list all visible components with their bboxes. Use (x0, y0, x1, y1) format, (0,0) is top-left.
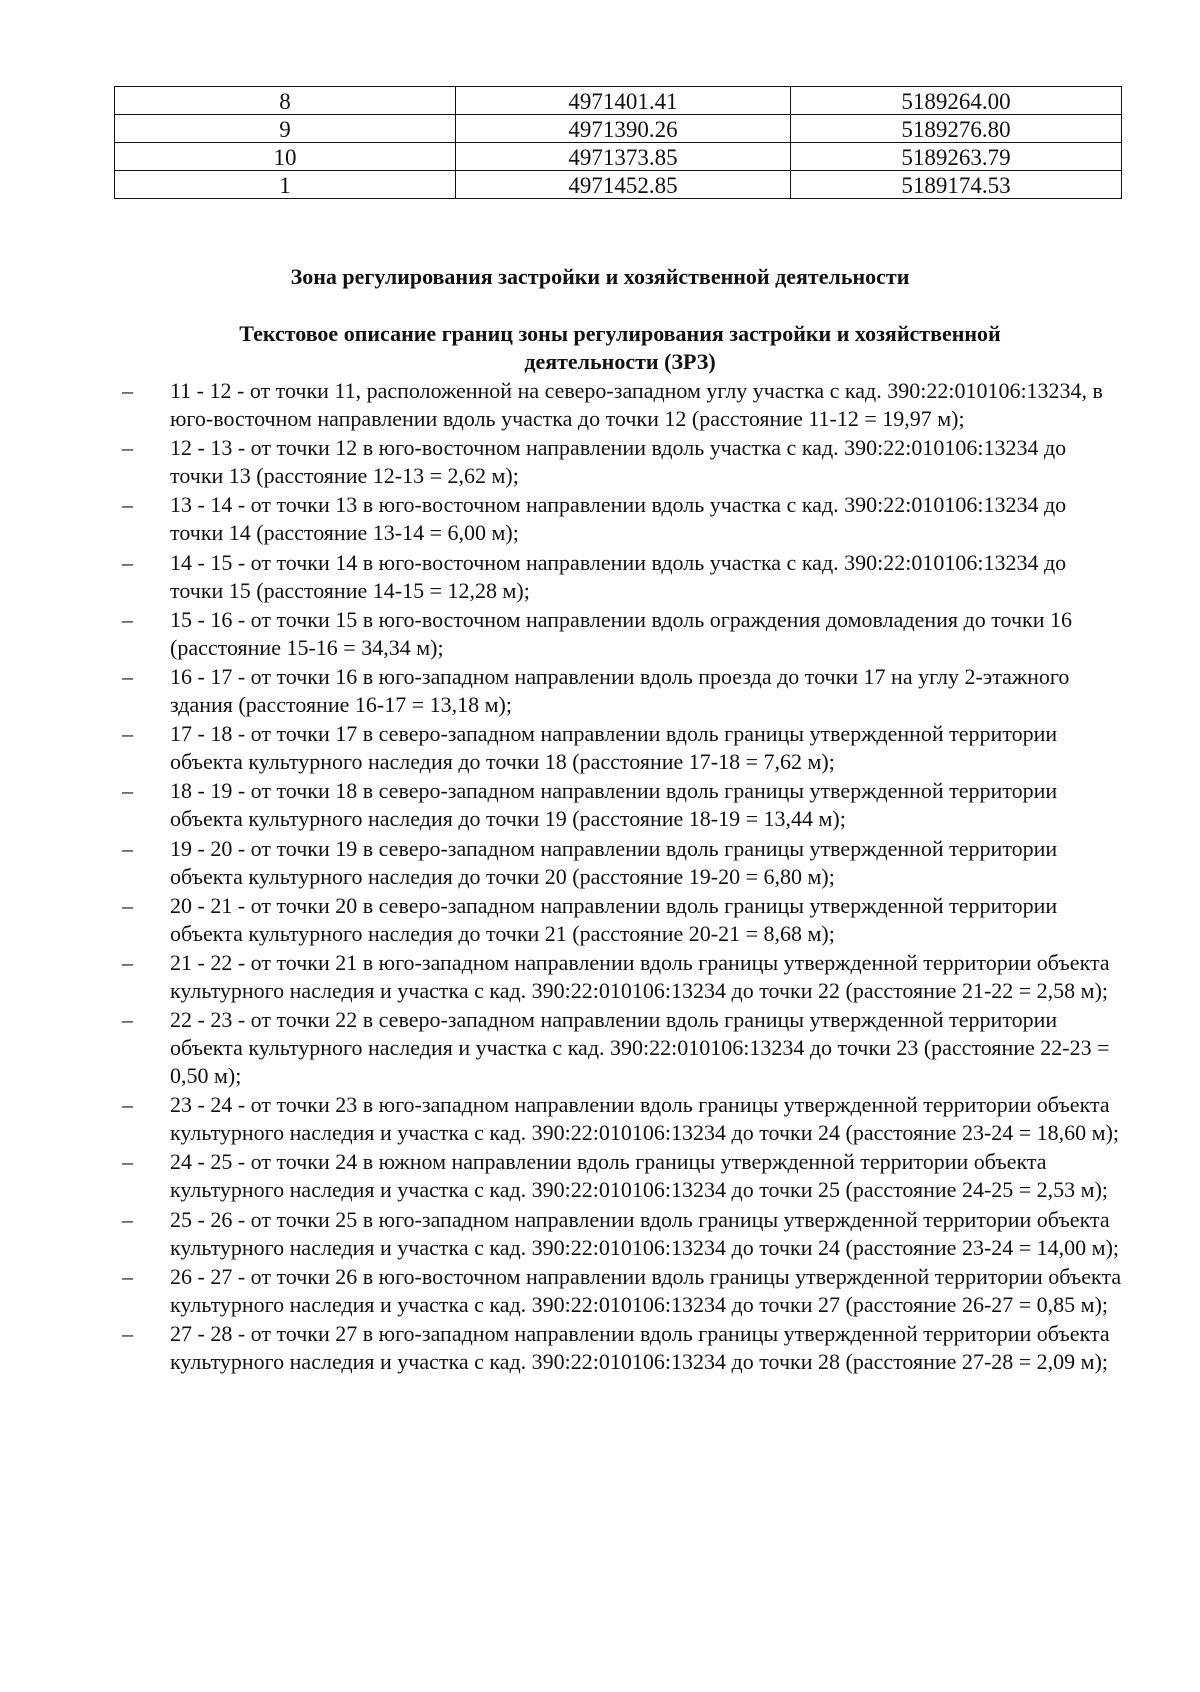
x-coordinate-cell: 4971452.85 (456, 171, 791, 199)
y-coordinate-cell: 5189264.00 (791, 87, 1122, 115)
list-item-text: 22 - 23 - от точки 22 в северо-западном направлении вдоль границы утвержденной территории объекта культурного наследия и участка с кад. 390:22:010106:13234 до точки 23 (расстояние 22-23 = 0,50 м); (170, 1007, 1110, 1089)
list-item-text: 18 - 19 - от точки 18 в северо-западном направлении вдоль границы утвержденной территории объекта культурного наследия до точки 19 (расстояние 18-19 = 13,44 м); (170, 778, 1058, 832)
point-number-cell: 8 (115, 87, 456, 115)
dash-bullet: – (122, 721, 133, 747)
list-item-text: 13 - 14 - от точки 13 в юго-восточном направлении вдоль участка с кад. 390:22:010106:13234 до точки 14 (расстояние 13-14 = 6,00 м); (170, 492, 1067, 546)
dash-bullet: – (122, 778, 133, 804)
list-item-text: 26 - 27 - от точки 26 в юго-восточном направлении вдоль границы утвержденной территории объекта культурного наследия и участка с кад. 390:22:010106:13234 до точки 27 (расстояние 26-27 = 0,85 м); (170, 1263, 1122, 1317)
dash-bullet: – (122, 1149, 133, 1175)
list-item-text: 20 - 21 - от точки 20 в северо-западном направлении вдоль границы утвержденной территории объекта культурного наследия до точки 21 (расстояние 20-21 = 8,68 м); (170, 892, 1058, 946)
zone-title: Зона регулирования застройки и хозяйственной деятельности (290, 264, 910, 289)
dash-bullet: – (122, 492, 133, 518)
description-title: Текстовое описание границ зоны регулирования застройки и хозяйственной деятельности (ЗРЗ) (239, 321, 1001, 374)
dash-bullet: – (122, 1321, 133, 1346)
dash-bullet: – (122, 606, 133, 632)
dash-bullet: – (122, 663, 133, 689)
x-coordinate-cell: 4971401.41 (456, 87, 791, 115)
list-item (122, 1148, 1122, 1204)
list-item (122, 491, 1122, 547)
list-item (122, 1320, 1122, 1376)
list-item-text: 15 - 16 - от точки 15 в юго-восточном направлении вдоль ограждения домовладения до точки 16 (расстояние 15-16 = 34,34 м); (170, 606, 1072, 660)
point-number-cell: 9 (115, 115, 456, 143)
x-coordinate-cell: 4971373.85 (456, 143, 791, 171)
dash-bullet: – (122, 549, 133, 575)
table-row (115, 87, 1122, 115)
list-item (122, 1206, 1122, 1262)
list-item (122, 377, 1122, 433)
list-item-text: 14 - 15 - от точки 14 в юго-восточном направлении вдоль участка с кад. 390:22:010106:13234 до точки 15 (расстояние 14-15 = 12,28 м); (170, 549, 1067, 603)
list-item-text: 21 - 22 - от точки 21 в юго-западном направлении вдоль границы утвержденной территории объекта культурного наследия и участка с кад. 390:22:010106:13234 до точки 22 (расстояние 21-22 = 2,58 м); (170, 949, 1110, 1003)
list-item (122, 434, 1122, 490)
point-number-cell: 10 (115, 143, 456, 171)
table-row (115, 115, 1122, 143)
list-item-text: 11 - 12 - от точки 11, расположенной на северо-западном углу участка с кад. 390:22:010106:13234, в юго-восточном направлении вдоль участка до точки 12 (расстояние 11-12 = 19,97 м); (170, 378, 1103, 431)
dash-bullet: – (122, 949, 133, 975)
point-number-cell: 1 (115, 171, 456, 199)
list-item (122, 1091, 1122, 1147)
coordinates-table (114, 86, 1122, 199)
dash-bullet: – (122, 1206, 133, 1232)
dash-bullet: – (122, 1263, 133, 1289)
list-item (122, 1006, 1122, 1090)
list-item (122, 777, 1122, 833)
list-item-text: 16 - 17 - от точки 16 в юго-западном направлении вдоль проезда до точки 17 на углу 2-этажного здания (расстояние 16-17 = 13,18 м); (170, 663, 1070, 717)
list-item-text: 25 - 26 - от точки 25 в юго-западном направлении вдоль границы утвержденной территории объекта культурного наследия и участка с кад. 390:22:010106:13234 до точки 24 (расстояние 23-24 = 14,00 м); (170, 1206, 1120, 1260)
table-row (115, 171, 1122, 199)
list-item-text: 27 - 28 - от точки 27 в юго-западном направлении вдоль границы утвержденной территории объекта культурного наследия и участка с кад. 390:22:010106:13234 до точки 28 (расстояние 27-28 = 2,09 м); (170, 1321, 1110, 1374)
dash-bullet: – (122, 435, 133, 461)
list-item-text: 24 - 25 - от точки 24 в южном направлении вдоль границы утвержденной территории объекта культурного наследия и участка с кад. 390:22:010106:13234 до точки 25 (расстояние 24-25 = 2,53 м); (170, 1149, 1109, 1203)
dash-bullet: – (122, 1092, 133, 1118)
y-coordinate-cell: 5189276.80 (791, 115, 1122, 143)
list-item (122, 720, 1122, 776)
y-coordinate-cell: 5189174.53 (791, 171, 1122, 199)
boundary-description-list (122, 377, 1122, 1377)
list-item (122, 835, 1122, 891)
dash-bullet: – (122, 892, 133, 918)
list-item (122, 949, 1122, 1005)
dash-bullet: – (122, 378, 133, 403)
list-item-text: 12 - 13 - от точки 12 в юго-восточном направлении вдоль участка с кад. 390:22:010106:13234 до точки 13 (расстояние 12-13 = 2,62 м); (170, 435, 1067, 489)
x-coordinate-cell: 4971390.26 (456, 115, 791, 143)
list-item (122, 1263, 1122, 1319)
dash-bullet: – (122, 835, 133, 861)
table-row (115, 143, 1122, 171)
list-item (122, 663, 1122, 719)
list-item (122, 549, 1122, 605)
dash-bullet: – (122, 1007, 133, 1033)
list-item-text: 19 - 20 - от точки 19 в северо-западном направлении вдоль границы утвержденной территории объекта культурного наследия до точки 20 (расстояние 19-20 = 6,80 м); (170, 835, 1058, 889)
list-item-text: 23 - 24 - от точки 23 в юго-западном направлении вдоль границы утвержденной территории объекта культурного наследия и участка с кад. 390:22:010106:13234 до точки 24 (расстояние 23-24 = 18,60 м); (170, 1092, 1120, 1146)
list-item (122, 892, 1122, 948)
list-item-text: 17 - 18 - от точки 17 в северо-западном направлении вдоль границы утвержденной территории объекта культурного наследия до точки 18 (расстояние 17-18 = 7,62 м); (170, 721, 1058, 775)
list-item (122, 606, 1122, 662)
y-coordinate-cell: 5189263.79 (791, 143, 1122, 171)
